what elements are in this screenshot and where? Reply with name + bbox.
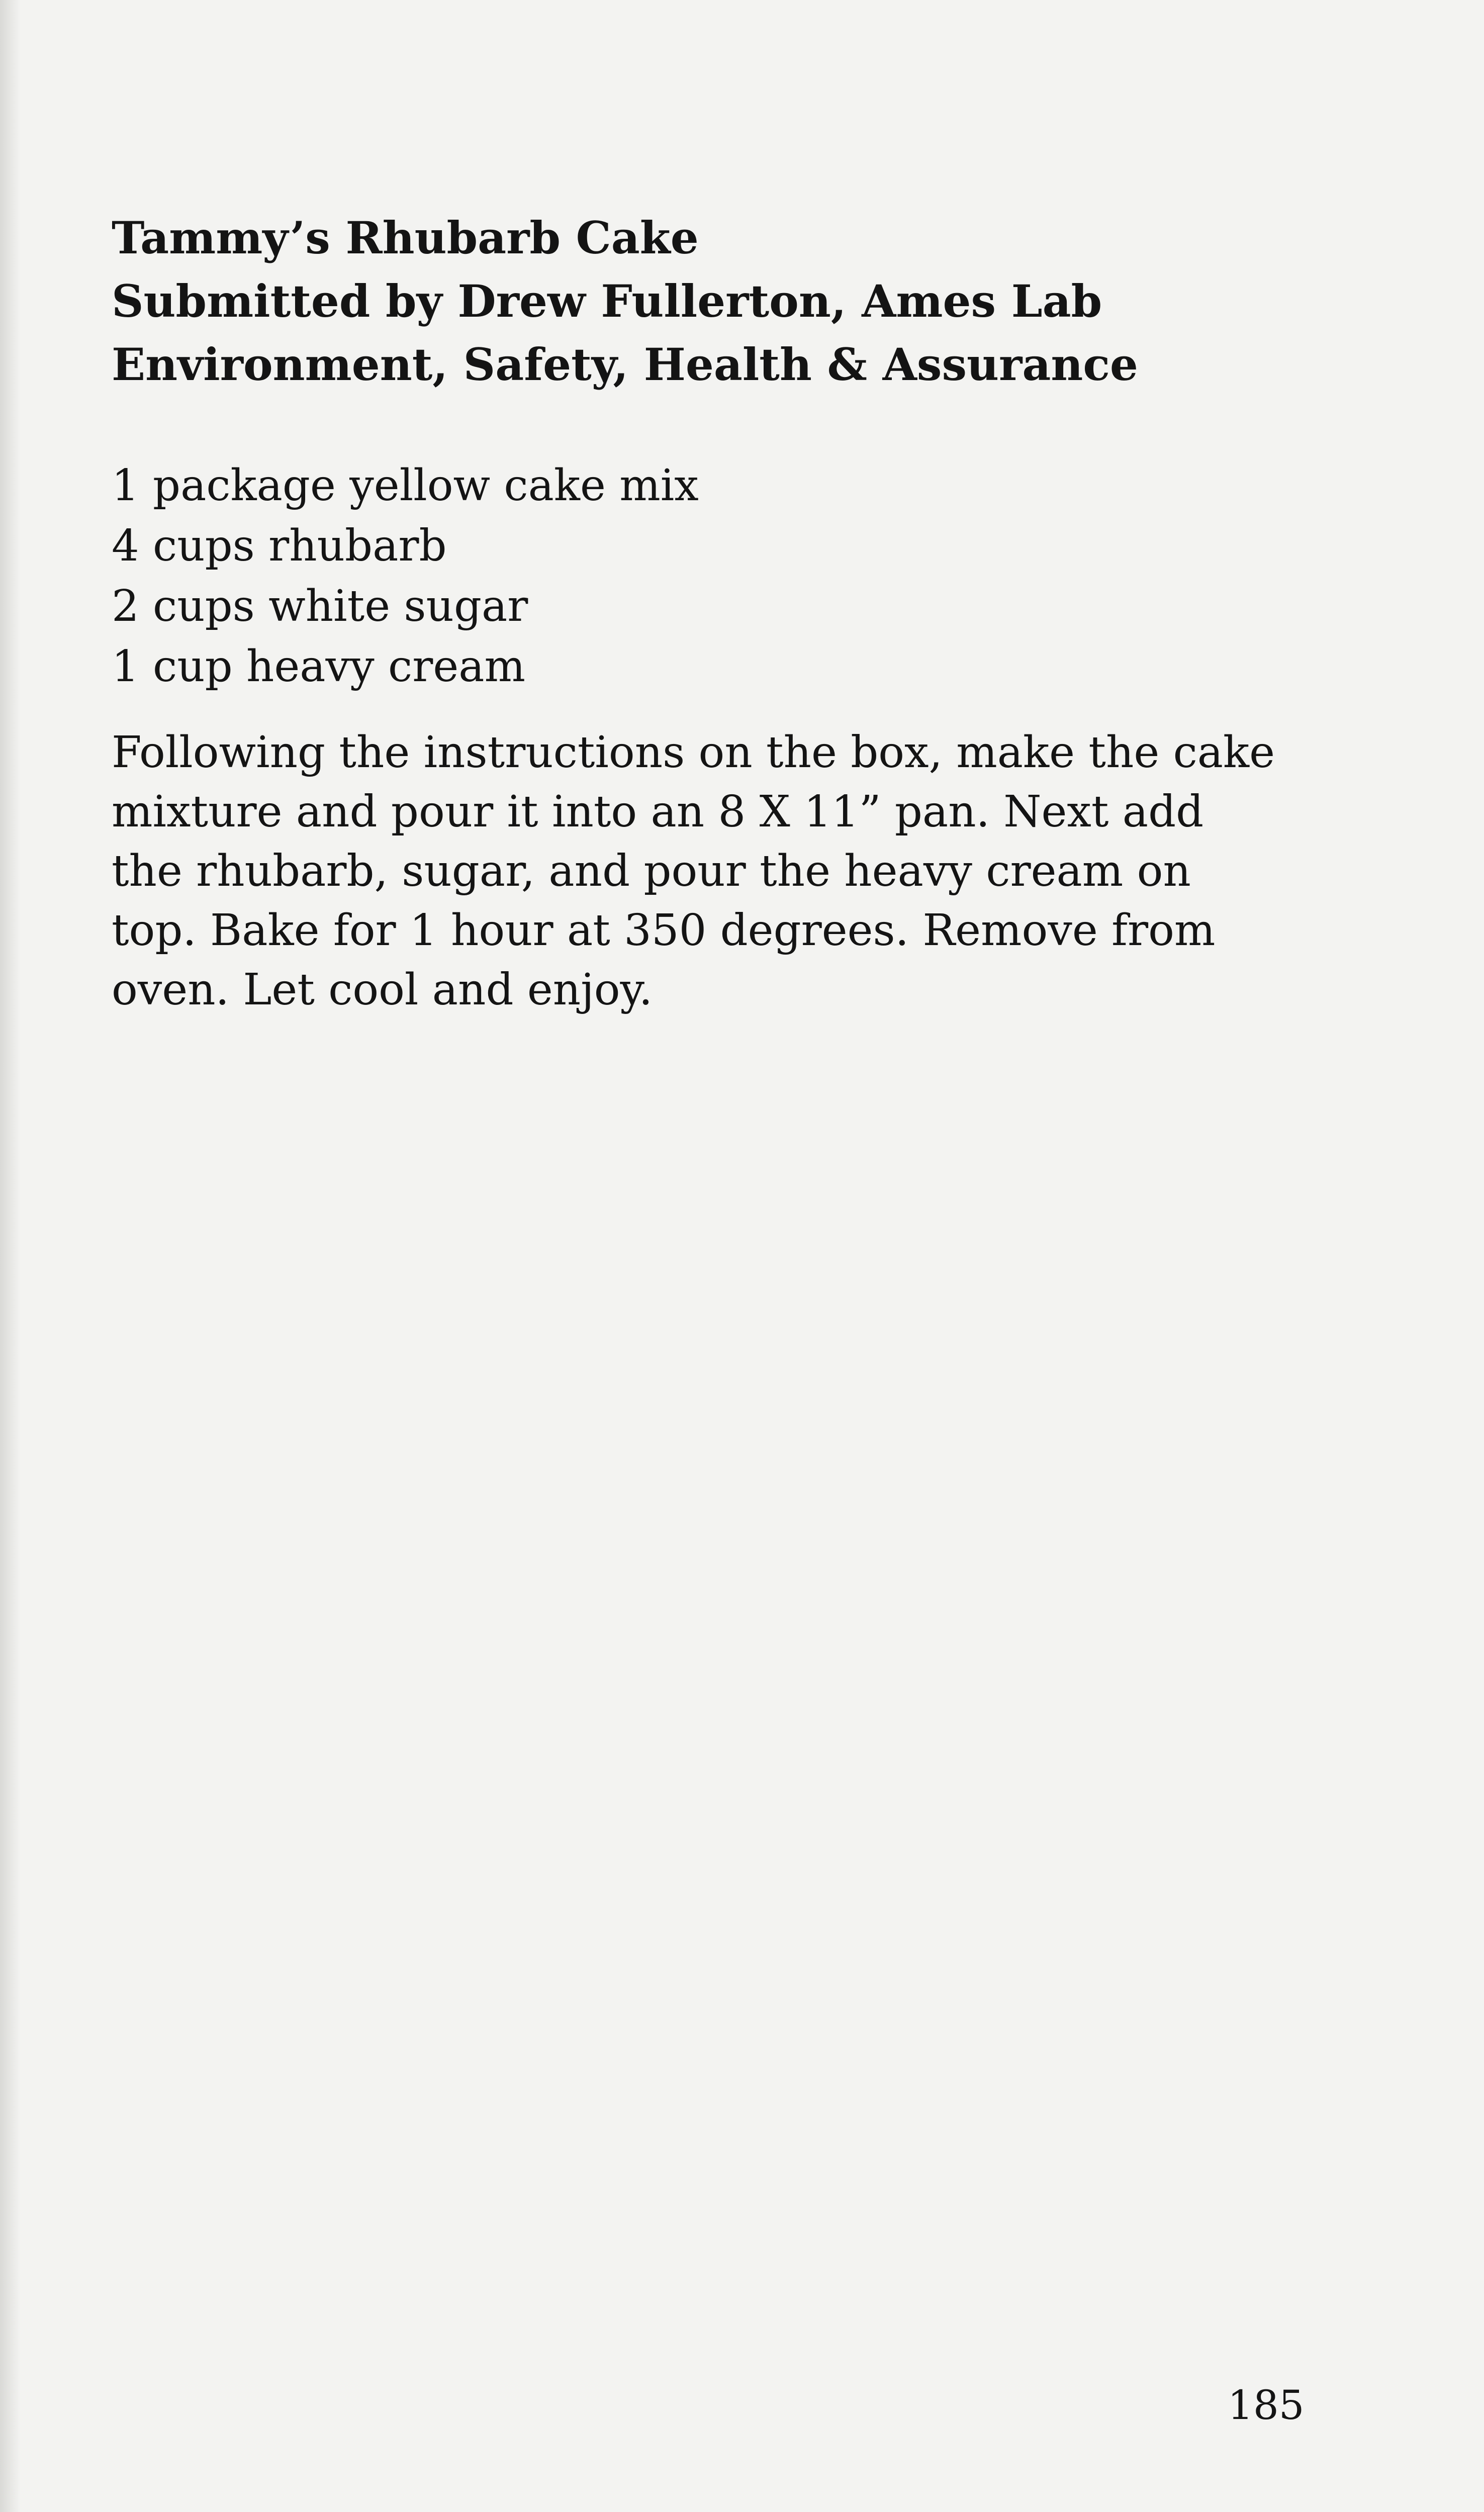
- ingredient-item: 2 cups white sugar: [112, 581, 528, 631]
- submitted-by: Submitted by Drew Fullerton, Ames Lab: [112, 275, 1102, 327]
- instructions-paragraph: Following the instructions on the box, make the cake mixture and pour it into an 8 X 11” pan. Next add the rhubarb, sugar, and pour the heavy cream on top. Bake for 1 hour at 350 degrees. Remove from oven. Let cool and enjoy.: [112, 727, 1275, 1015]
- recipe-content: [112, 206, 1293, 1019]
- ingredient-item: 1 cup heavy cream: [112, 641, 526, 692]
- recipe-heading: [112, 206, 1293, 396]
- department: Environment, Safety, Health & Assurance: [112, 338, 1138, 391]
- page-edge: [0, 0, 20, 2512]
- page-number: 185: [1228, 2382, 1305, 2429]
- ingredient-item: 4 cups rhubarb: [112, 521, 447, 571]
- recipe-title: Tammy’s Rhubarb Cake: [112, 212, 699, 264]
- ingredient-item: 1 package yellow cake mix: [112, 460, 699, 511]
- ingredient-list: [112, 455, 1293, 697]
